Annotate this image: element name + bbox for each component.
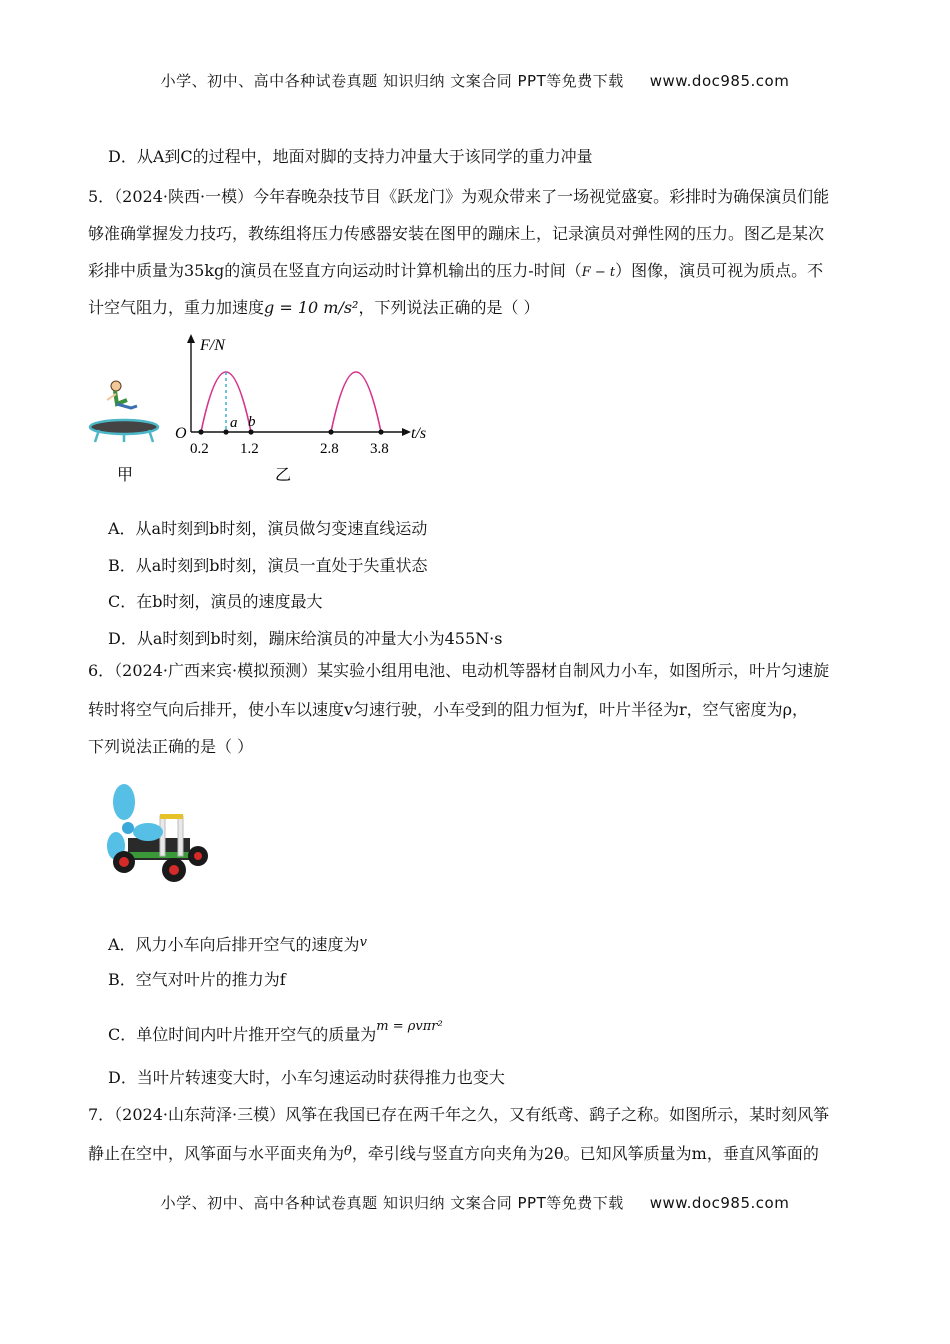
q7-line-2-b: ，牵引线与竖直方向夹角为2θ。已知风筝质量为m，垂直风筝面的 (351, 1144, 819, 1163)
force-pulse-2 (331, 372, 381, 432)
q5-option-a: A．从a时刻到b时刻，演员做匀变速直线运动 (108, 519, 428, 538)
point-label-a: a (230, 415, 238, 431)
header-site: www.doc985.com (649, 72, 790, 90)
q5-option-c: C．在b时刻，演员的速度最大 (108, 592, 323, 611)
x-tick-label-2.8: 2.8 (320, 441, 339, 457)
y-axis-label: F/N (200, 337, 225, 354)
q6-option-a-var: v (359, 935, 367, 950)
q6-option-c-text: C．单位时间内叶片推开空气的质量为 (108, 1025, 377, 1044)
q6-option-b: B．空气对叶片的推力为f (108, 970, 286, 989)
y-axis-arrow (187, 334, 195, 343)
q7-line-2-a: 静止在空中，风筝面与水平面夹角为 (88, 1144, 345, 1163)
q5-line-4-b: ，下列说法正确的是（ ） (358, 298, 540, 317)
q5-line-3-b: ）图像，演员可视为质点。不 (615, 261, 824, 280)
ft-chart (175, 334, 426, 457)
q5-line-2: 够准确掌握发力技巧，教练组将压力传感器安装在图甲的蹦床上，记录演员对弹性网的压力。图乙是某次 (88, 224, 825, 243)
trampoline-illustration (90, 381, 158, 442)
q6-option-a-text: A．风力小车向后排开空气的速度为 (108, 935, 360, 954)
axis-point-0 (198, 429, 203, 434)
axis-point-2 (248, 429, 253, 434)
q5-line-1: 5．（2024·陕西·一模）今年春晚杂技节目《跃龙门》为观众带来了一场视觉盛宴。彩排时为确保演员们能 (88, 187, 830, 206)
q5-option-b: B．从a时刻到b时刻，演员一直处于失重状态 (108, 556, 428, 575)
q6-option-a (108, 931, 367, 957)
q7-line-2 (88, 1140, 868, 1166)
q5-option-d: D．从a时刻到b时刻，蹦床给演员的冲量大小为455N·s (108, 629, 503, 648)
q6-mass-formula: m = ρvπr² (376, 1019, 443, 1034)
figure-label-yi: 乙 (275, 467, 292, 484)
q7-line-1: 7．（2024·山东菏泽·三模）风筝在我国已存在两千年之久，又有纸鸢、鹞子之称。如图所示，某时刻风筝 (88, 1105, 830, 1124)
q6-option-c (108, 1015, 443, 1047)
x-tick-label-0.2: 0.2 (190, 441, 209, 457)
q6-line-2: 转时将空气向后排开，使小车以速度v匀速行驶，小车受到的阻力恒为f，叶片半径为r，空气密度为ρ， (88, 700, 809, 719)
fan-blade-icon (113, 784, 135, 820)
header-text: 小学、初中、高中各种试卷真题 知识归纳 文案合同 PPT等免费下载 (160, 72, 624, 90)
q5-line-4-a: 计空气阻力，重力加速度 (88, 298, 265, 317)
q5-gravity-formula: g = 10 m/s² (264, 298, 359, 317)
point-label-b: b (248, 414, 256, 430)
x-tick-label-3.8: 3.8 (370, 441, 389, 457)
q5-line-3 (88, 259, 868, 285)
x-axis-label: t/s (411, 425, 427, 442)
axis-point-4 (378, 429, 383, 434)
q6-option-d: D．当叶片转速变大时，小车匀速运动时获得推力也变大 (108, 1068, 505, 1087)
q6-line-1: 6．（2024·广西来宾·模拟预测）某实验小组用电池、电动机等器材自制风力小车，如图所示，叶片匀速旋 (88, 661, 830, 680)
axis-point-1 (223, 429, 228, 434)
q5-figure (85, 330, 445, 490)
wind-car-illustration (100, 780, 215, 890)
footer-site: www.doc985.com (649, 1194, 790, 1212)
x-axis-arrow (402, 428, 411, 436)
x-tick-label-1.2: 1.2 (240, 441, 259, 457)
q6-line-3: 下列说法正确的是（ ） (88, 737, 254, 756)
q4-option-d: D．从A到C的过程中，地面对脚的支持力冲量大于该同学的重力冲量 (108, 147, 593, 166)
figure-label-jia: 甲 (117, 467, 134, 484)
page-header (0, 70, 950, 91)
q5-line-4 (88, 296, 868, 320)
page-footer (0, 1192, 950, 1213)
q7-theta-symbol: θ (344, 1144, 352, 1159)
footer-text: 小学、初中、高中各种试卷真题 知识归纳 文案合同 PPT等免费下载 (160, 1194, 624, 1212)
fan-hub (122, 822, 134, 834)
origin-label: O (175, 425, 187, 442)
q5-line-3-a: 彩排中质量为35kg的演员在竖直方向运动时计算机输出的压力-时间（ (88, 261, 582, 280)
q5-ft-symbol: F − t (581, 265, 616, 280)
axis-point-3 (328, 429, 333, 434)
